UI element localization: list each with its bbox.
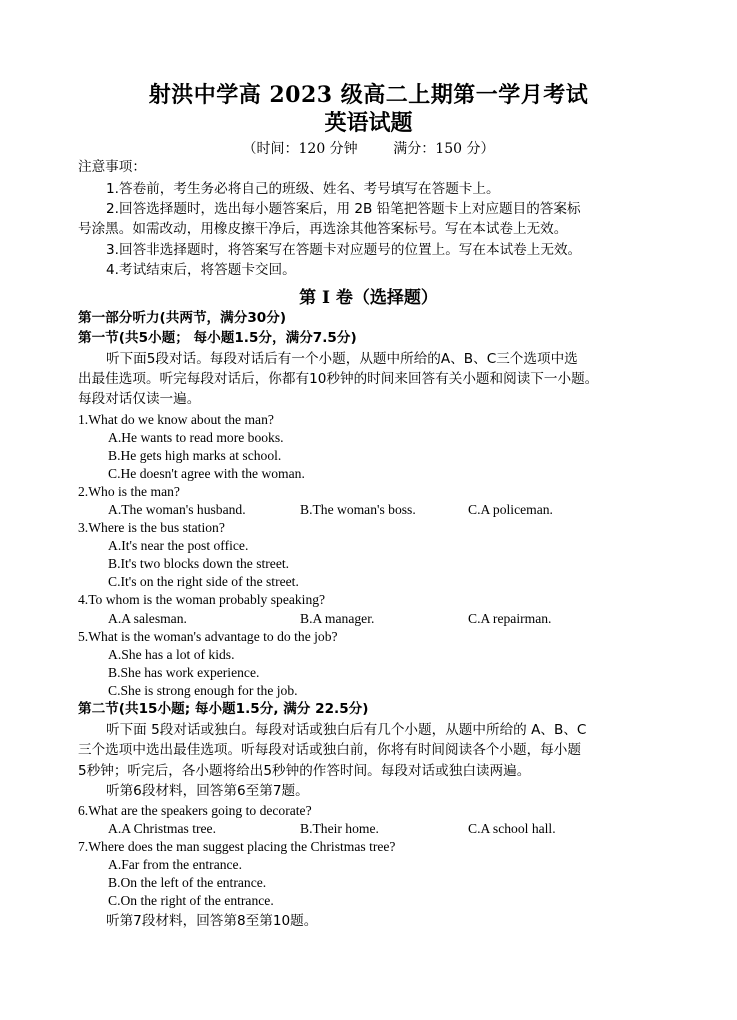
material-6-note: 听第6段材料，回答第6至第7题。: [106, 783, 309, 799]
q5-stem: 5.What is the woman's advantage to do the job?: [78, 629, 338, 644]
note-2a: 2.回答选择题时，选出每小题答案后，用 2B 铅笔把答题卡上对应题目的答案标: [106, 201, 581, 217]
exam-title: 射洪中学高 2023 级高二上期第一学月考试: [148, 82, 589, 108]
q5-option-a: A.She has a lot of kids.: [108, 647, 235, 662]
q3-option-c: C.It's on the right side of the street.: [108, 574, 299, 589]
part1-heading: 第一部分听力(共两节，满分30分): [78, 310, 287, 326]
q4-option-b: B.A manager.: [300, 611, 375, 626]
note-1: 1.答卷前，考生务必将自己的班级、姓名、考号填写在答题卡上。: [106, 181, 500, 197]
q6-option-b: B.Their home.: [300, 821, 379, 836]
note-4: 4.考试结束后，将答题卡交回。: [106, 262, 296, 278]
note-2b: 号涂黑。如需改动，用橡皮擦干净后，再选涂其他答案标号。写在本试卷上无效。: [78, 221, 568, 237]
material-7-note: 听第7段材料，回答第8至第10题。: [106, 913, 318, 929]
sec1-heading: 第一节(共5小题； 每小题1.5分，满分7.5分): [78, 330, 357, 346]
q7-option-c: C.On the right of the entrance.: [108, 893, 274, 908]
q6-option-c: C.A school hall.: [468, 821, 556, 836]
q4-stem: 4.To whom is the woman probably speaking?: [78, 592, 326, 607]
q4-option-a: A.A salesman.: [108, 611, 187, 626]
q2-option-b: B.The woman's boss.: [300, 502, 416, 517]
exam-meta: （时间：120 分钟 满分：150 分）: [242, 141, 495, 157]
notes-heading: 注意事项：: [78, 159, 146, 175]
q2-option-c: C.A policeman.: [468, 502, 553, 517]
sec2-instruction-c: 5秒钟；听完后，各小题将给出5秒钟的作答时间。每段对话或独白读两遍。: [78, 763, 531, 779]
q6-option-a: A.A Christmas tree.: [108, 821, 216, 836]
sec1-instruction-b: 出最佳选项。听完每段对话后，你都有10秒钟的时间来回答有关小题和阅读下一小题。: [78, 371, 599, 387]
q4-option-c: C.A repairman.: [468, 611, 552, 626]
q7-stem: 7.Where does the man suggest placing the Christmas tree?: [78, 839, 396, 854]
q1-stem: 1.What do we know about the man?: [78, 412, 274, 427]
q7-option-b: B.On the left of the entrance.: [108, 875, 267, 890]
q2-stem: 2.Who is the man?: [78, 484, 180, 499]
q3-option-a: A.It's near the post office.: [108, 538, 249, 553]
note-3: 3.回答非选择题时，将答案写在答题卡对应题号的位置上。写在本试卷上无效。: [106, 242, 582, 258]
q6-stem: 6.What are the speakers going to decorate?: [78, 803, 312, 818]
sec1-instruction-c: 每段对话仅读一遍。: [78, 391, 201, 407]
q1-option-a: A.He wants to read more books.: [108, 430, 284, 445]
sec2-heading: 第二节(共15小题; 每小题1.5分, 满分 22.5分): [78, 701, 369, 717]
exam-subtitle: 英语试题: [324, 110, 413, 136]
q3-stem: 3.Where is the bus station?: [78, 520, 225, 535]
q1-option-b: B.He gets high marks at school.: [108, 448, 282, 463]
section-title: 第 I 卷（选择题）: [299, 288, 438, 308]
sec2-instruction-a: 听下面 5段对话或独白。每段对话或独白后有几个小题，从题中所给的 A、B、C: [106, 722, 587, 738]
sec1-instruction-a: 听下面5段对话。每段对话后有一个小题，从题中所给的A、B、C三个选项中选: [106, 351, 578, 367]
q2-option-a: A.The woman's husband.: [108, 502, 246, 517]
q5-option-b: B.She has work experience.: [108, 665, 260, 680]
q7-option-a: A.Far from the entrance.: [108, 857, 242, 872]
q5-option-c: C.She is strong enough for the job.: [108, 683, 298, 698]
sec2-instruction-b: 三个选项中选出最佳选项。听每段对话或独白前，你将有时间阅读各个小题，每小题: [78, 742, 581, 758]
q3-option-b: B.It's two blocks down the street.: [108, 556, 290, 571]
q1-option-c: C.He doesn't agree with the woman.: [108, 466, 305, 481]
